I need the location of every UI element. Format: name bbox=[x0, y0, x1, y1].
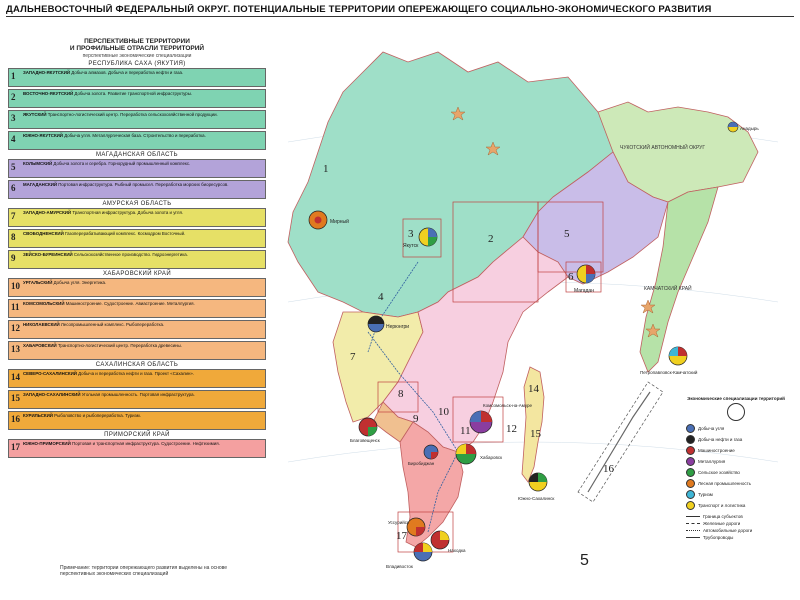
territory-card[interactable] bbox=[8, 89, 266, 108]
territory-name: УРГАЛЬСКИЙ bbox=[23, 280, 53, 285]
pie-slice bbox=[368, 427, 377, 436]
territory-name: ЗАПАДНО-САХАЛИНСКИЙ bbox=[23, 392, 81, 397]
legend-label: Металлургия bbox=[698, 459, 726, 464]
territory-card[interactable] bbox=[8, 278, 266, 297]
kuril-islands[interactable] bbox=[588, 392, 650, 492]
region-number-16: 16 bbox=[603, 463, 614, 475]
territory-name: ЗЕЙСКО-БУРЕИНСКИЙ bbox=[23, 252, 73, 257]
pie-slice bbox=[669, 347, 678, 356]
territory-name: ЗАПАДНО-АМУРСКИЙ bbox=[23, 210, 72, 215]
territory-name: ВОСТОЧНО-ЯКУТСКИЙ bbox=[23, 91, 74, 96]
legend-line-sample bbox=[686, 523, 700, 524]
legend-item bbox=[686, 446, 786, 455]
territory-description: Добыча и переработка нефти и газа. Проект «Сахалин». bbox=[78, 371, 195, 376]
territory-number: 2 bbox=[11, 92, 16, 102]
page-number: 5 bbox=[580, 552, 589, 569]
legend-label: Туризм bbox=[698, 492, 713, 497]
territory-card[interactable] bbox=[8, 341, 266, 360]
territory-description: Лесопромышленный комплекс. Рыбопереработка. bbox=[60, 322, 165, 327]
territory-description: Газоперерабатывающий комплекс. Космодром Восточный. bbox=[64, 231, 186, 236]
territory-description: Портовая инфраструктура. Рыбный промысел. Переработка морских биоресурсов. bbox=[58, 182, 229, 187]
legend-line-item bbox=[686, 535, 786, 540]
territory-description: Транспортная инфраструктура. Добыча золота и угля. bbox=[72, 210, 184, 215]
city-label-neryungri: Нерюнгри bbox=[386, 324, 410, 330]
city-label-blagoveshchensk: Благовещенск bbox=[350, 438, 380, 443]
territory-description: Добыча угля. Энергетика. bbox=[53, 280, 107, 285]
legend-label: Добыча нефти и газа bbox=[698, 437, 743, 442]
region-number-14: 14 bbox=[528, 383, 539, 395]
territory-description: Портовая и транспортная инфраструктура. Судостроение. Нефтехимия. bbox=[71, 441, 220, 446]
legend-line-label: Трубопроводы bbox=[703, 535, 734, 540]
territory-card[interactable] bbox=[8, 250, 266, 269]
territory-description: Угольная промышленность. Портовая инфраструктура. bbox=[81, 392, 195, 397]
territory-card[interactable] bbox=[8, 229, 266, 248]
region-number-12: 12 bbox=[506, 423, 517, 435]
city-label-yakutsk: Якутск bbox=[403, 243, 419, 249]
territory-description: Добыча угля. Металлургическая база. Строительство и переработка. bbox=[64, 133, 206, 138]
territory-card[interactable] bbox=[8, 411, 266, 430]
panel-heading-2: И ПРОФИЛЬНЫЕ ОТРАСЛИ ТЕРРИТОРИЙ bbox=[69, 45, 205, 52]
legend-line-item bbox=[686, 521, 786, 526]
territory-card[interactable] bbox=[8, 439, 266, 458]
city-vladivostok[interactable] bbox=[386, 543, 432, 569]
legend-label: Сельское хозяйство bbox=[698, 470, 740, 475]
region-number-15: 15 bbox=[530, 428, 541, 440]
territory-number: 11 bbox=[11, 302, 20, 312]
city-label-anadyr: Анадырь bbox=[740, 126, 759, 131]
region-number-4: 4 bbox=[378, 291, 384, 303]
territory-number: 12 bbox=[11, 323, 20, 333]
legend-item bbox=[686, 490, 786, 499]
legend-line-label: Автомобильные дороги bbox=[703, 528, 753, 533]
city-label-magadan: Магадан bbox=[574, 288, 594, 294]
territory-sections bbox=[8, 61, 266, 458]
territory-description: Машиностроение. Судостроение. Авиастроение. Металлургия. bbox=[65, 301, 195, 306]
territory-name: ЮЖНО-ПРИМОРСКИЙ bbox=[23, 441, 71, 446]
territory-number: 14 bbox=[11, 372, 20, 382]
map-title: ДАЛЬНЕВОСТОЧНЫЙ ФЕДЕРАЛЬНЫЙ ОКРУГ. ПОТЕНЦИАЛЬНЫЕ ТЕРРИТОРИИ ОПЕРЕЖАЮЩЕГО СОЦИАЛЬНО-ЭКОНОМИЧЕСКОГО РАЗВИТИЯ bbox=[6, 4, 712, 15]
region-number-8: 8 bbox=[398, 388, 404, 400]
territory-number: 5 bbox=[11, 162, 16, 172]
city-nakhodka[interactable] bbox=[431, 531, 466, 553]
territory-card[interactable] bbox=[8, 131, 266, 150]
label-kamchatka: КАМЧАТСКИЙ КРАЙ bbox=[644, 286, 692, 292]
section-title: САХАЛИНСКАЯ ОБЛАСТЬ bbox=[95, 362, 179, 368]
region-number-10: 10 bbox=[438, 406, 449, 418]
territory-name: СЕВЕРО-САХАЛИНСКИЙ bbox=[23, 371, 77, 376]
legend-label: Лесная промышленность bbox=[698, 481, 752, 486]
territory-card[interactable] bbox=[8, 208, 266, 227]
legend-line-item bbox=[686, 528, 786, 533]
territory-card[interactable] bbox=[8, 159, 266, 178]
territory-description: Добыча золота. Развитие транспортной инфраструктуры. bbox=[74, 91, 193, 96]
panel-heading-1: ПЕРСПЕКТИВНЫЕ ТЕРРИТОРИИ bbox=[84, 38, 190, 45]
legend-line-sample bbox=[686, 537, 700, 538]
territory-number: 1 bbox=[11, 71, 16, 81]
region-number-11: 11 bbox=[460, 425, 471, 437]
territory-number: 3 bbox=[11, 113, 16, 123]
territory-card[interactable] bbox=[8, 369, 266, 388]
map-legend bbox=[686, 396, 786, 542]
territory-card[interactable] bbox=[8, 320, 266, 339]
panel-subheading: перспективные экономические специализации bbox=[82, 53, 192, 59]
city-label-petropavlovsk: Петропавловск-Камчатский bbox=[640, 370, 698, 375]
city-label-ussuriysk: Уссурийск bbox=[388, 520, 410, 525]
legend-item bbox=[686, 424, 786, 433]
legend-swatch bbox=[686, 490, 695, 499]
kuril-islands-frame bbox=[578, 382, 663, 502]
territory-number: 9 bbox=[11, 253, 16, 263]
city-marker-core bbox=[315, 217, 322, 224]
legend-title: Экономические специализации территорий bbox=[687, 396, 785, 401]
footer-note: Примечание: территории опережающего развития выделены на основе перспективных экономических специализаций bbox=[60, 565, 228, 577]
legend-lines bbox=[686, 514, 786, 540]
legend-line-sample bbox=[686, 516, 700, 517]
territory-card[interactable] bbox=[8, 68, 266, 87]
territory-name: ЗАПАДНО-ЯКУТСКИЙ bbox=[23, 70, 71, 75]
pie-slice bbox=[481, 411, 492, 422]
legend-line-sample bbox=[686, 530, 700, 531]
territory-name: КОМСОМОЛЬСКИЙ bbox=[23, 301, 65, 306]
territory-name: КУРИЛЬСКИЙ bbox=[23, 413, 53, 418]
title-divider bbox=[6, 16, 794, 17]
pie-slice bbox=[678, 347, 687, 356]
city-label-birobidzhan: Биробиджан bbox=[408, 461, 435, 466]
region-number-9: 9 bbox=[413, 413, 419, 425]
section-title: ПРИМОРСКИЙ КРАЙ bbox=[104, 432, 170, 438]
section-title: МАГАДАНСКАЯ ОБЛАСТЬ bbox=[95, 152, 179, 158]
legend-swatch bbox=[686, 446, 695, 455]
legend-swatch bbox=[686, 435, 695, 444]
pie-slice bbox=[586, 274, 595, 283]
territory-name: КОЛЫМСКИЙ bbox=[23, 161, 53, 166]
territory-name: ЮЖНО-ЯКУТСКИЙ bbox=[23, 133, 63, 138]
pie-slice bbox=[440, 531, 449, 540]
pie-slice bbox=[423, 543, 432, 552]
legend-item bbox=[686, 468, 786, 477]
city-khabarovsk[interactable] bbox=[456, 444, 502, 464]
territory-description: Рыболовство и рыбопереработка. Туризм. bbox=[54, 413, 141, 418]
pie-slice bbox=[466, 444, 476, 454]
city-label-komsomolsk: Комсомольск-на-Амуре bbox=[483, 403, 533, 408]
legend-swatch bbox=[686, 479, 695, 488]
city-label-mirny: Мирный bbox=[330, 219, 349, 225]
territory-description: Транспортно-логистический центр. Переработка древесины. bbox=[57, 343, 182, 348]
city-label-vladivostok: Владивосток bbox=[386, 564, 413, 569]
territory-card[interactable] bbox=[8, 299, 266, 318]
legend-items bbox=[686, 424, 786, 510]
section-title: ХАБАРОВСКИЙ КРАЙ bbox=[102, 271, 172, 277]
city-label-nakhodka: Находка bbox=[448, 548, 466, 553]
territory-name: СВОБОДНЕНСКИЙ bbox=[23, 231, 64, 236]
legend-item bbox=[686, 479, 786, 488]
territory-number: 6 bbox=[11, 183, 16, 193]
territory-number: 8 bbox=[11, 232, 16, 242]
legend-sample-circle bbox=[727, 403, 745, 421]
territory-card[interactable] bbox=[8, 110, 266, 129]
label-chukotka: ЧУКОТСКИЙ АВТОНОМНЫЙ ОКРУГ bbox=[620, 145, 706, 151]
territory-card[interactable] bbox=[8, 390, 266, 409]
territory-number: 15 bbox=[11, 393, 20, 403]
territory-description: Добыча золота и серебра. Горнорудный промышленный комплекс. bbox=[53, 161, 191, 166]
region-number-3: 3 bbox=[408, 228, 414, 240]
territory-number: 13 bbox=[11, 344, 20, 354]
city-label-khabarovsk: Хабаровск bbox=[480, 455, 503, 460]
region-number-2: 2 bbox=[488, 233, 494, 245]
legend-swatch bbox=[686, 468, 695, 477]
territory-panel bbox=[8, 38, 266, 583]
region-number-1: 1 bbox=[323, 163, 329, 175]
legend-item bbox=[686, 501, 786, 510]
territory-number: 10 bbox=[11, 281, 20, 291]
legend-swatch bbox=[686, 501, 695, 510]
legend-item bbox=[686, 457, 786, 466]
legend-line-label: Железные дороги bbox=[703, 521, 741, 526]
legend-line-item bbox=[686, 514, 786, 519]
territory-description: Сельскохозяйственное производство. Гидроэнергетика. bbox=[73, 252, 188, 257]
legend-swatch bbox=[686, 424, 695, 433]
territory-description: Транспортно-логистический центр. Переработка сельскохозяйственной продукции. bbox=[47, 112, 218, 117]
territory-name: ЯКУТСКИЙ bbox=[23, 112, 47, 117]
legend-swatch bbox=[686, 457, 695, 466]
territory-number: 16 bbox=[11, 414, 20, 424]
region-number-5: 5 bbox=[564, 228, 570, 240]
region-number-17: 17 bbox=[396, 530, 407, 542]
pie-slice bbox=[538, 473, 547, 482]
territory-description: Добыча алмазов. Добыча и переработка нефти и газа. bbox=[71, 70, 184, 75]
section-title: АМУРСКАЯ ОБЛАСТЬ bbox=[102, 201, 172, 207]
legend-label: Машиностроение bbox=[698, 448, 735, 453]
territory-number: 7 bbox=[11, 211, 16, 221]
territory-name: НИКОЛАЕВСКИЙ bbox=[23, 322, 60, 327]
region-number-6: 6 bbox=[568, 271, 574, 283]
legend-label: Транспорт и логистика bbox=[698, 503, 746, 508]
legend-label: Добыча угля bbox=[698, 426, 725, 431]
territory-card[interactable] bbox=[8, 180, 266, 199]
city-anadyr[interactable] bbox=[728, 122, 759, 132]
territory-name: МАГАДАНСКИЙ bbox=[23, 182, 58, 187]
city-label-yuzhno: Южно-Сахалинск bbox=[518, 496, 555, 501]
section-title: РЕСПУБЛИКА САХА (ЯКУТИЯ) bbox=[88, 61, 186, 67]
city-yuzhno-sakhalinsk[interactable] bbox=[518, 473, 554, 501]
legend-line-label: Граница субъектов bbox=[703, 514, 743, 519]
legend-item bbox=[686, 435, 786, 444]
territory-number: 17 bbox=[11, 442, 20, 452]
territory-number: 4 bbox=[11, 134, 16, 144]
territory-name: ХАБАРОВСКИЙ bbox=[23, 343, 57, 348]
region-number-7: 7 bbox=[350, 351, 356, 363]
